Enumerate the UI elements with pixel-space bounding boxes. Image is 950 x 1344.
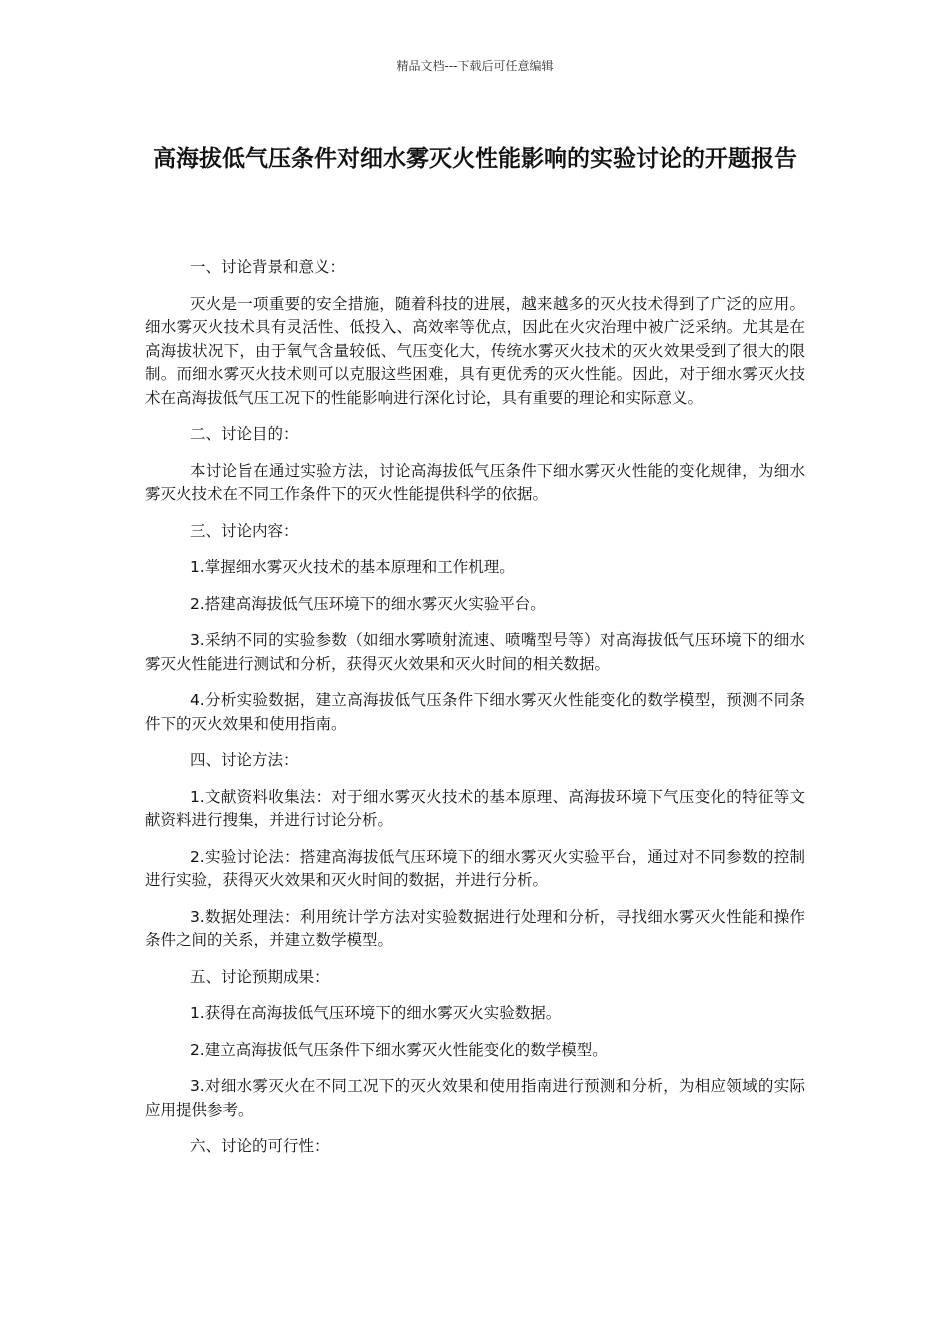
- section-heading-content: 三、讨论内容：: [189, 521, 299, 540]
- section-heading-purpose: 二、讨论目的：: [189, 425, 299, 443]
- section-heading-methods: 四、讨论方法：: [189, 751, 299, 769]
- section-heading-feasibility: 六、讨论的可行性：: [189, 1137, 330, 1155]
- list-item-content-3: 3.采纳不同的实验参数（如细水雾喷射流速、喷嘴型号等）对高海拔低气压环境下的细水雾灭火性能进行测试和分析，获得灭火效果和灭火时间的相关数据。: [145, 631, 805, 673]
- header-note: 精品文档---下载后可任意编辑: [396, 59, 554, 73]
- list-item-method-2: 2.实验讨论法：搭建高海拔低气压环境下的细水雾灭火实验平台，通过对不同参数的控制进行实验，获得灭火效果和灭火时间的数据，并进行分析。: [145, 847, 805, 889]
- list-item-content-4: 4.分析实验数据，建立高海拔低气压条件下细水雾灭火性能变化的数学模型，预测不同条件下的灭火效果和使用指南。: [145, 691, 805, 733]
- paragraph-purpose: 本讨论旨在通过实验方法，讨论高海拔低气压条件下细水雾灭火性能的变化规律，为细水雾灭火技术在不同工作条件下的灭火性能提供科学的依据。: [145, 461, 805, 503]
- section-heading-background: 一、讨论背景和意义：: [189, 258, 345, 276]
- list-item-method-1: 1.文献资料收集法：对于细水雾灭火技术的基本原理、高海拔环境下气压变化的特征等文献资料进行搜集，并进行讨论分析。: [145, 787, 805, 829]
- document-title: 高海拔低气压条件对细水雾灭火性能影响的实验讨论的开题报告: [153, 146, 797, 172]
- paragraph-background: 灭火是一项重要的安全措施，随着科技的进展，越来越多的灭火技术得到了广泛的应用。细水雾灭火技术具有灵活性、低投入、高效率等优点，因此在火灾治理中被广泛采纳。尤其是在高海拔状况下，由于氧气含量较低、气压变化大，传统水雾灭火技术的灭火效果受到了很大的限制。而细水雾灭火技术则可以克服这些困难，具有更优秀的灭火性能。因此，对于细水雾灭火技术在高海拔低气压工况下的性能影响进行深化讨论，具有重要的理论和实际意义。: [145, 294, 805, 407]
- list-item-outcome-1: 1.获得在高海拔低气压环境下的细水雾灭火实验数据。: [189, 1004, 562, 1022]
- document-body: [145, 256, 805, 1172]
- list-item-outcome-2: 2.建立高海拔低气压条件下细水雾灭火性能变化的数学模型。: [189, 1040, 608, 1059]
- list-item-content-2: 2.搭建高海拔低气压环境下的细水雾灭火实验平台。: [189, 594, 546, 613]
- list-item-outcome-3: 3.对细水雾灭火在不同工况下的灭火效果和使用指南进行预测和分析，为相应领域的实际应用提供参考。: [145, 1077, 805, 1119]
- list-item-content-1: 1.掌握细水雾灭火技术的基本原理和工作机理。: [189, 558, 515, 576]
- list-item-method-3: 3.数据处理法：利用统计学方法对实验数据进行处理和分析，寻找细水雾灭火性能和操作条件之间的关系，并建立数学模型。: [145, 907, 805, 949]
- section-heading-outcomes: 五、讨论预期成果：: [189, 967, 330, 986]
